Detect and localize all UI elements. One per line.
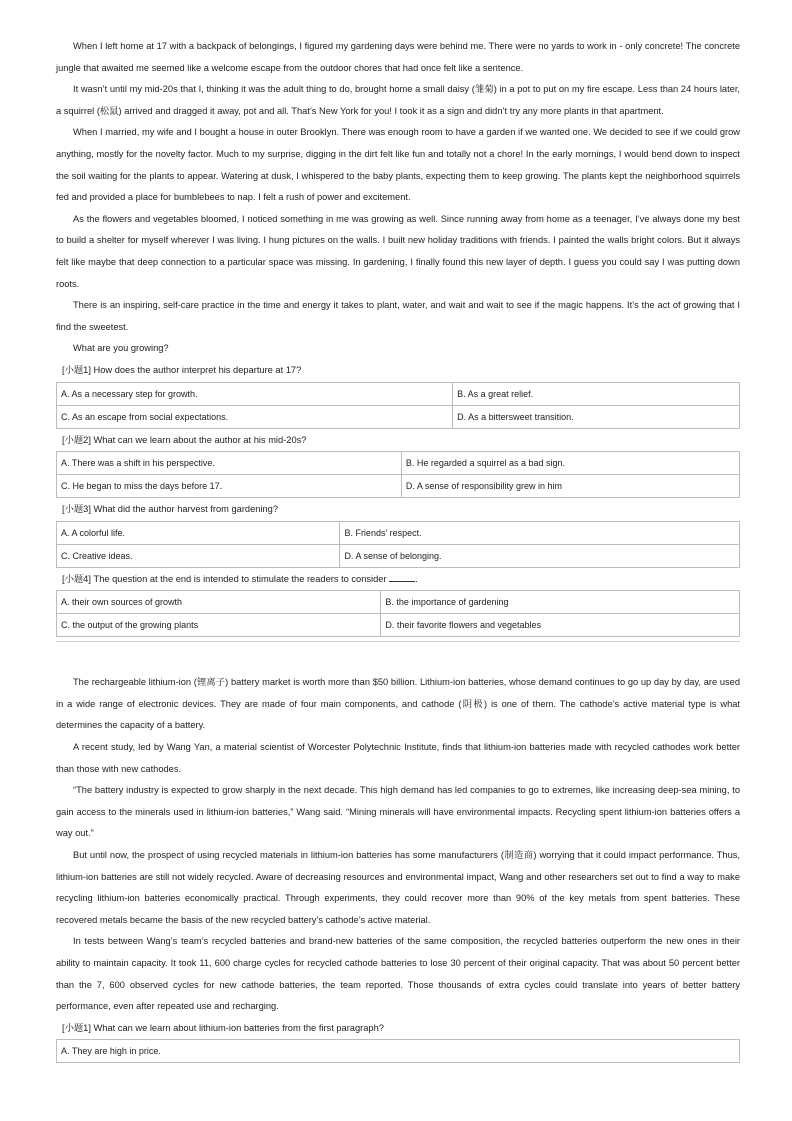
question-stem-with-blank: [56, 569, 740, 591]
question-stem: [小题1] What can we learn about lithium-ion batteries from the first paragraph?: [62, 1022, 384, 1033]
passage2-paragraph: “The battery industry is expected to grow sharply in the next decade. This high demand has led companies to go to extremes, like increasing deep-sea mining, to gain access to the minerals used in lithium-ion batteries,” Wang said. “Mining minerals will have environmental impacts. Recycling spent lithium-ion batteries offers a way out.”: [56, 785, 740, 839]
option-a[interactable]: A. their own sources of growth: [57, 591, 381, 614]
option-b[interactable]: B. the importance of gardening: [381, 591, 740, 614]
option-b[interactable]: B. As a great relief.: [453, 382, 740, 405]
passage1-paragraph: What are you growing?: [73, 343, 169, 354]
option-c[interactable]: C. the output of the growing plants: [57, 614, 381, 637]
passage1-paragraph: As the flowers and vegetables bloomed, I noticed something in me was growing as well. Since running away from home as a teenager, I’ve always done my best to build a shelter for myself wherever I was living. I hung pictures on the walls. I built new holiday traditions with friends. I painted the walls bright colors. But it always felt like maybe that deep connection to a particular space was missing. In gardening, I finally found this new layer of depth. I guess you could say I was putting down roots.: [56, 213, 740, 289]
passage1-paragraph: There is an inspiring, self-care practice in the time and energy it takes to plant, water, and wait and wait to see if the magic happens. It’s the act of growing that I find the sweetest.: [56, 300, 740, 332]
option-c[interactable]: C. As an escape from social expectations.: [57, 405, 453, 428]
passage2-paragraph: In tests between Wang’s team’s recycled batteries and brand-new batteries of the same composition, the recycled batteries outperform the new ones in their ability to maintain capacity. It took 11, 600 charge cycles for recycled cathode batteries to lose 30 percent of their original capacity. That was about 50 percent better than the 7, 600 observed cycles for new cathode batteries, the team reported. Those thousands of extra cycles could translate into years of better battery performance, even after repeated use and recharging.: [56, 936, 740, 1012]
option-d[interactable]: D. their favorite flowers and vegetables: [381, 614, 740, 637]
passage1-paragraph: When I left home at 17 with a backpack of belongings, I figured my gardening days were behind me. There were no yards to work in - only concrete! The concrete jungle that awaited me seemed like a welcome escape from the outdoor chores that had once felt like a sentence.: [56, 41, 740, 73]
options-table: [56, 521, 740, 568]
option-d[interactable]: D. As a bittersweet transition.: [453, 405, 740, 428]
options-table: [56, 1039, 740, 1063]
answer-blank[interactable]: [389, 573, 415, 582]
option-d[interactable]: D. A sense of belonging.: [340, 544, 740, 567]
option-b[interactable]: B. He regarded a squirrel as a bad sign.: [401, 452, 739, 475]
section-divider: [56, 641, 740, 642]
options-table: [56, 590, 740, 637]
question-stem: [小题1] How does the author interpret his departure at 17?: [62, 364, 302, 375]
options-table: [56, 382, 740, 429]
options-table: [56, 451, 740, 498]
passage2-paragraph: A recent study, led by Wang Yan, a material scientist of Worcester Polytechnic Institute, finds that lithium-ion batteries made with recycled cathodes work better than those with new cathodes.: [56, 742, 740, 774]
passage1-paragraph: When I married, my wife and I bought a house in outer Brooklyn. There was enough room to have a garden if we wanted one. We decided to see if we could grow anything, mostly for the novelty factor. Much to my surprise, digging in the dirt felt like fun and totally not a chore! In the early mornings, I would bend down to inspect the soil waiting for the plants to appear. Watering at dusk, I whispered to the baby plants, expecting them to keep growing. The plants kept the neighborhood squirrels fed and provided a place for bumblebees to nap. I felt a rush of power and excitement.: [56, 127, 740, 203]
question-stem-text: [小题4] The question at the end is intended to stimulate the readers to consider: [62, 573, 387, 584]
option-a[interactable]: A. There was a shift in his perspective.: [57, 452, 402, 475]
passage2-paragraph: But until now, the prospect of using recycled materials in lithium-ion batteries has some manufacturers (制造商) worrying that it could impact performance. Thus, lithium-ion batteries are still not widely recycled. Aware of decreasing resources and environmental impact, Wang and other researchers set out to find a way to make recycling lithium-ion batteries economically practical. Through experiments, they could recover more than 90% of the key metals from spent batteries. These recovered metals became the basis of the new recycled battery’s cathode’s active material.: [56, 850, 740, 925]
option-c[interactable]: C. He began to miss the days before 17.: [57, 475, 402, 498]
passage1-paragraph: It wasn’t until my mid-20s that I, thinking it was the adult thing to do, brought home a small daisy (雏菊) in a pot to put on my fire escape. Less than 24 hours later, a squirrel (松鼠) arrived and dragged it away, pot and all. That’s New York for you! I took it as a sign and didn’t try any more plants in that apartment.: [56, 84, 740, 116]
passage2-paragraph: The rechargeable lithium-ion (锂离子) battery market is worth more than $50 billion. Lithium-ion batteries, whose demand continues to go up day by day, are used in a wide range of electronic devices. They are made of four main components, and cathode (阴极) is one of them. The cathode’s active material type is what determines the capacity of a battery.: [56, 677, 740, 731]
option-a[interactable]: A. They are high in price.: [57, 1040, 740, 1063]
option-c[interactable]: C. Creative ideas.: [57, 544, 340, 567]
option-b[interactable]: B. Friends’ respect.: [340, 521, 740, 544]
question-stem-end: .: [415, 573, 418, 584]
option-d[interactable]: D. A sense of responsibility grew in him: [401, 475, 739, 498]
question-stem: [小题2] What can we learn about the author at his mid-20s?: [62, 434, 307, 445]
option-a[interactable]: A. A colorful life.: [57, 521, 340, 544]
question-stem: [小题3] What did the author harvest from gardening?: [62, 504, 279, 515]
option-a[interactable]: A. As a necessary step for growth.: [57, 382, 453, 405]
worksheet-page: [56, 36, 740, 1064]
